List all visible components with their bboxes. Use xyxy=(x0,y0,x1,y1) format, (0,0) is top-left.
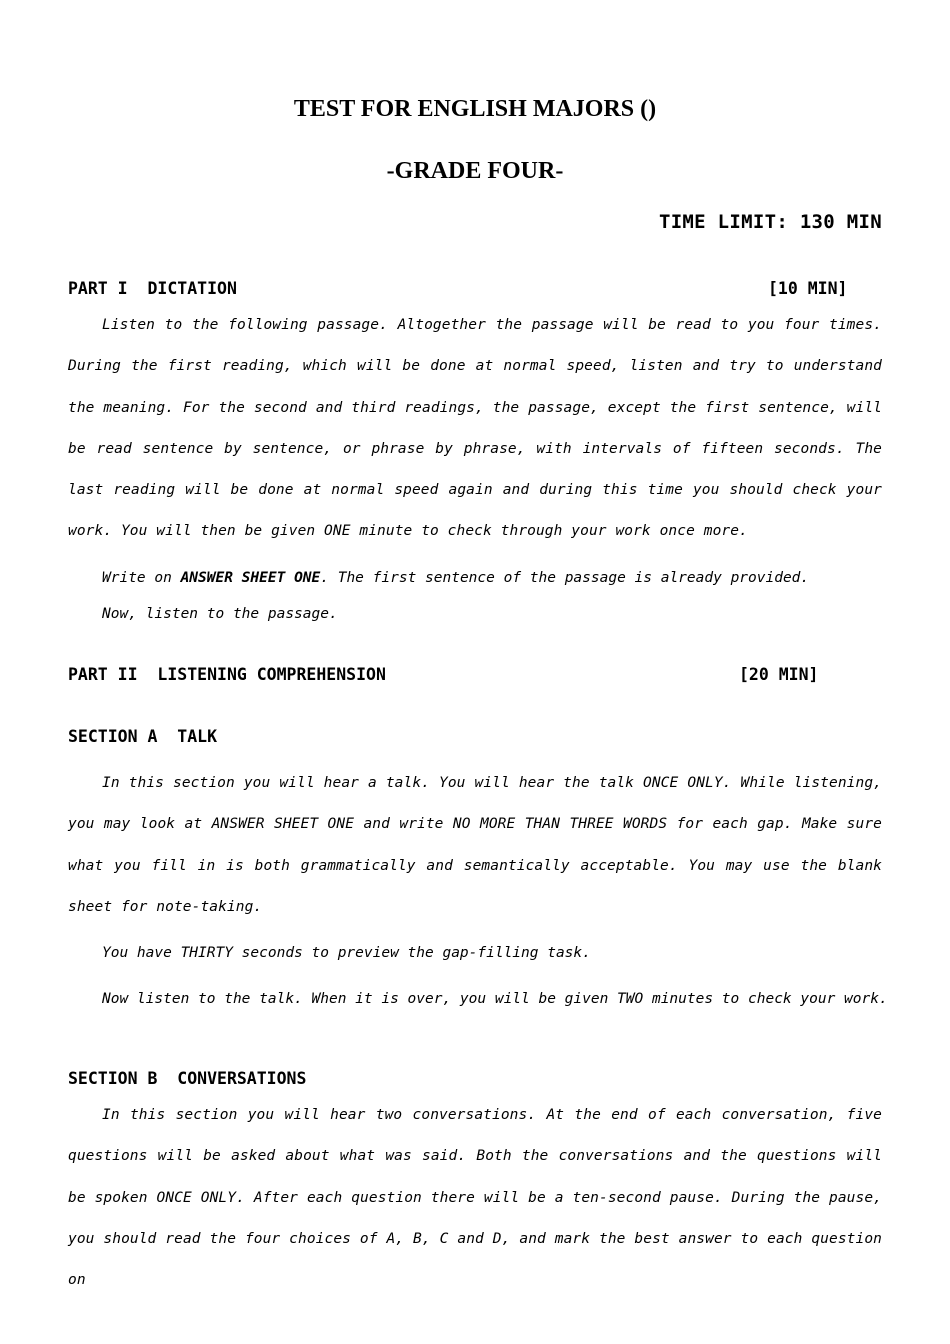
page-subtitle: -GRADE FOUR- xyxy=(386,158,564,184)
part1-listen-instruction: Now, listen to the passage. xyxy=(102,606,338,622)
section-a-listen: Now listen to the talk. When it is over, you will be given TWO minutes to check your work. xyxy=(102,991,888,1007)
answer-sheet-emphasis: ANSWER SHEET ONE xyxy=(180,570,321,586)
write-prefix: Write on xyxy=(102,570,181,586)
time-limit: TIME LIMIT: 130 MIN xyxy=(658,211,882,233)
part2-heading: PART II LISTENING COMPREHENSION xyxy=(68,665,386,684)
page-title: TEST FOR ENGLISH MAJORS () xyxy=(293,96,657,122)
section-a-instructions: In this section you will hear a talk. You will hear the talk ONCE ONLY. While listening, you may look at ANSWER SHEET ONE and write NO MORE THAN THREE WORDS for each gap. Make sure what you fill in is both grammatically and semantically acceptable. You may use the blank sheet for note-taking. xyxy=(68,775,882,915)
part1-heading: PART I DICTATION xyxy=(68,279,237,298)
section-a-heading: SECTION A TALK xyxy=(68,727,218,746)
part1-write-instruction xyxy=(102,568,892,588)
write-suffix: . The first sentence of the passage is already provided. xyxy=(320,570,810,586)
part1-time: [10 MIN] xyxy=(768,279,848,298)
section-b-instructions: In this section you will hear two conversations. At the end of each conversation, five questions will be asked about what was said. Both the conversations and the questions will be spoken ONCE ONLY. After each question there will be a ten-second pause. During the pause, you should read the four choices of A, B, C and D, and mark the best answer to each question on xyxy=(68,1107,882,1289)
part2-time: [20 MIN] xyxy=(739,665,819,684)
section-a-preview: You have THIRTY seconds to preview the gap-filling task. xyxy=(102,945,591,961)
part1-instructions: Listen to the following passage. Altogether the passage will be read to you four times. During the first reading, which will be done at normal speed, listen and try to understand the meaning. For the second and third readings, the passage, except the first sentence, will be read sentence by sentence, or phrase by phrase, with intervals of fifteen seconds. The last reading will be done at normal speed again and during this time you should check your work. You will then be given ONE minute to check through your work once more. xyxy=(68,317,882,540)
section-b-heading: SECTION B CONVERSATIONS xyxy=(68,1069,307,1088)
